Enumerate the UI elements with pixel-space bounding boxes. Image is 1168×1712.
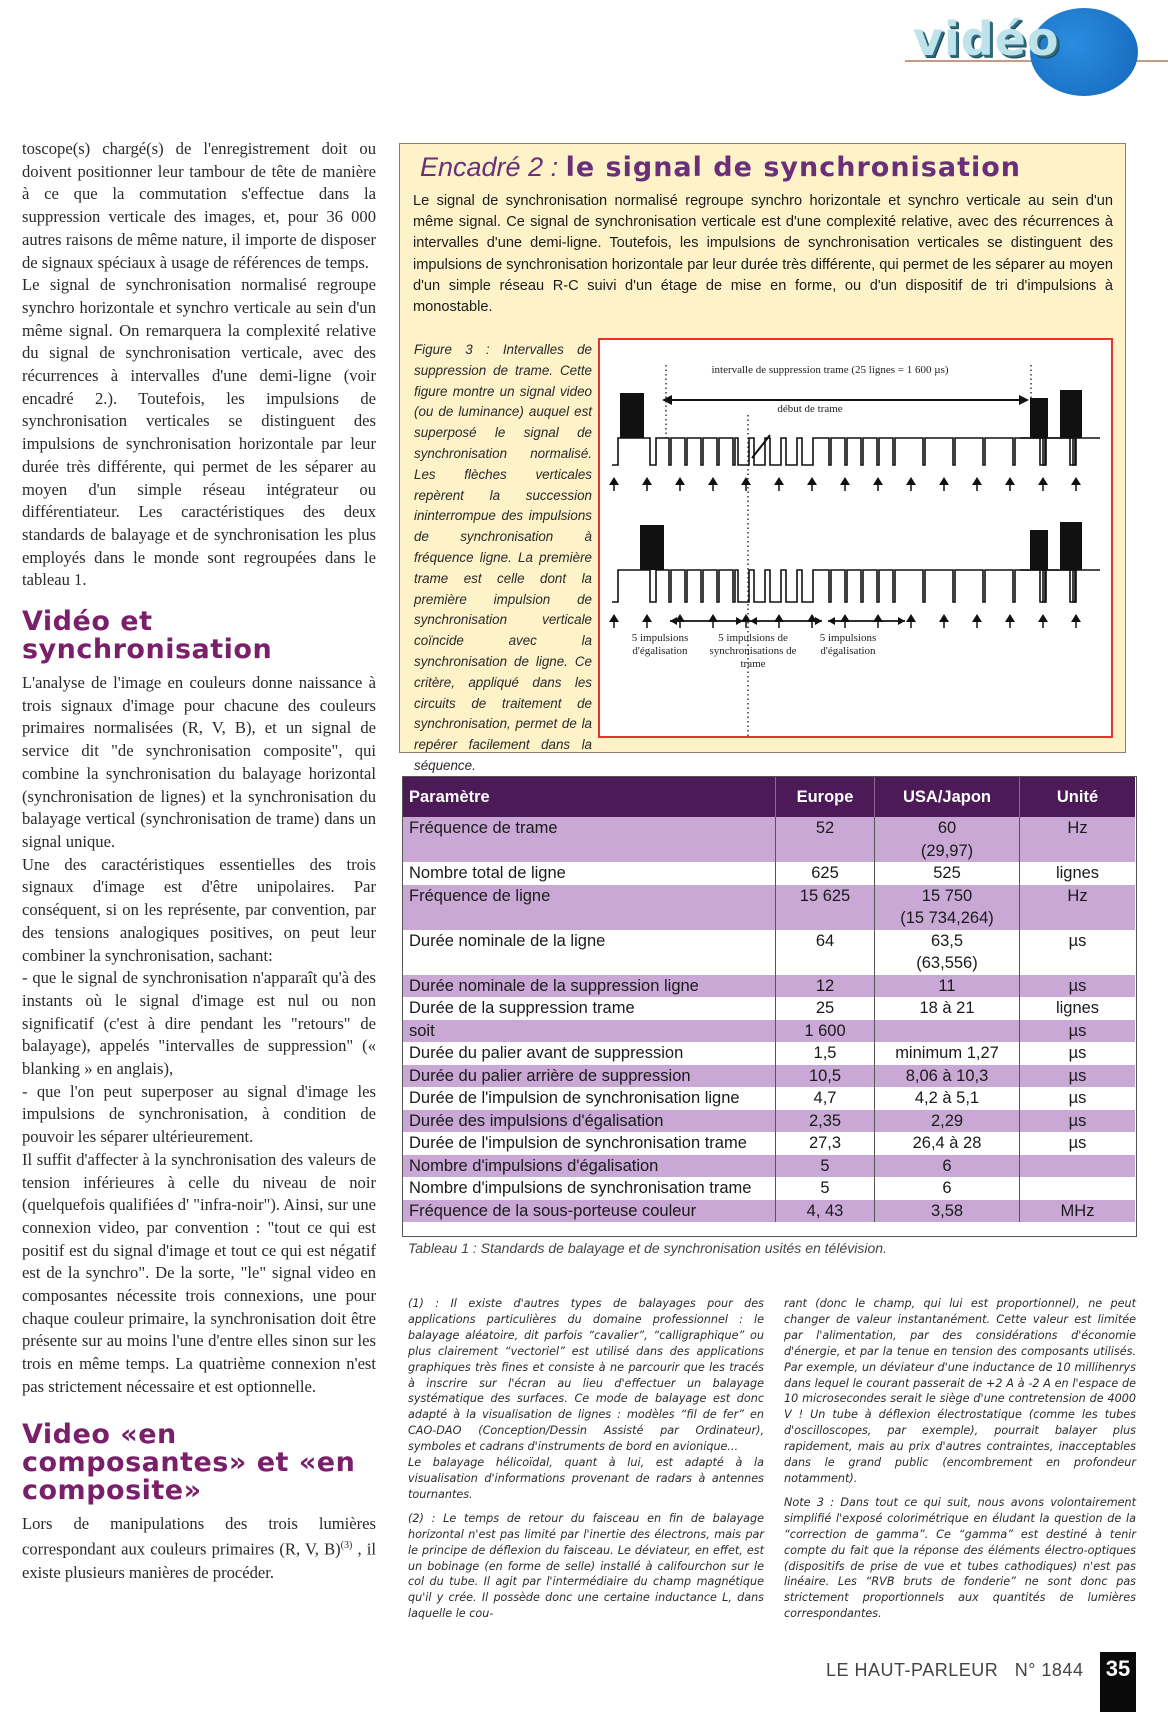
left-column xyxy=(22,138,376,1584)
page-number: 35 xyxy=(1100,1652,1136,1712)
column-header-parametre: Paramètre xyxy=(403,777,776,817)
bracket-label-frame-sync: 5 impulsions de synchronisations de trame xyxy=(709,632,797,670)
table-cell-parametre: Nombre d'impulsions d'égalisation xyxy=(403,1155,776,1178)
bracket-arrow-head xyxy=(815,617,822,625)
table-cell-parametre: Durée nominale de la ligne xyxy=(403,930,776,953)
table-row xyxy=(403,885,1135,908)
bracket-arrow-head xyxy=(670,617,677,625)
table-cell-empty xyxy=(776,840,875,863)
table-cell-parametre: Durée nominale de la suppression ligne xyxy=(403,975,776,998)
footnotes-left xyxy=(408,1296,764,1630)
footnote-2: (2) : Le temps de retour du faisceau en fin de balayage horizontal n'est pas limité par l'inertie des électrons, mais par le principe de déflexion du faisceau. Le déviateur, en effet, est un bobinage (en forme de selle) installé à califourchon sur le col du tube. Il agit par l'intermédiaire du champ magnétique qu'il y crée. Il possède donc une certaine inductance L, dans laquelle le cou- xyxy=(408,1511,764,1621)
table-cell-empty xyxy=(1020,840,1136,863)
publication-footer: LE HAUT-PARLEUR N° 1844 xyxy=(826,1660,1084,1680)
table-cell-unite: Hz xyxy=(1020,817,1136,840)
section-label: vidéo xyxy=(913,12,1060,66)
table-header-row xyxy=(403,777,1135,817)
footnote-1: (1) : Il existe d'autres types de balayages pour des applications particulières du domaine professionnel : le balayage aléatoire, dit parfois “cavalier”, “calligraphique” ou plus clairement “vectoriel” est utilisé dans des applications graphiques très fines et consiste à ne parcourir que les tracés à inscrire sur l'écran au lieu d'effectuer un balayage systématique des surfaces. Ce mode de balayage est donc adapté à la visualisation de lignes : modèles “fil de fer” en CAO-DAO (Conception/Dessin Assisté par Ordinateur), symboles et cadrans d'instruments de bord en avionique... xyxy=(408,1297,764,1454)
table-row xyxy=(403,840,1135,863)
paragraph-text: , il existe plusieurs manières de procéder. xyxy=(22,1539,376,1582)
table-cell-parametre: Nombre d'impulsions de synchronisation trame xyxy=(403,1177,776,1200)
table-row xyxy=(403,862,1135,885)
waveform-second-field xyxy=(612,570,1075,602)
table-cell-parametre: Durée des impulsions d'égalisation xyxy=(403,1110,776,1133)
footnotes-right xyxy=(784,1296,1136,1630)
table-cell-europe: 52 xyxy=(776,817,875,840)
body-paragraph: Le signal de synchronisation normalisé regroupe synchro horizontale et synchro verticale au sein d'un même signal. On remarquera la complexité relative du signal de synchronisation verticale, avec des récurrences à intervalles d'une demi-ligne (voir encadré 2.). Toutefois, les impulsions de synchronisation verticales se distinguent des impulsions de synchronisation horizontale par leur durée très différente, qui permet de les séparer au moyen d'un simple réseau intégrateur ou différentiateur. Les caractéristiques des deux standards de balayage et de synchronisation les plus employés dans le monde sont regroupées dans le tableau 1. xyxy=(22,275,376,590)
bracket-label-equalization-1: 5 impulsions d'égalisation xyxy=(631,632,689,657)
table-cell-unite: µs xyxy=(1020,1042,1136,1065)
table-row xyxy=(403,1042,1135,1065)
table-cell-europe: 4, 43 xyxy=(776,1200,875,1223)
video-burst xyxy=(1030,398,1048,438)
section-heading-video-sync: Vidéo et synchronisation xyxy=(22,606,273,666)
table-cell-unite: µs xyxy=(1020,930,1136,953)
table-cell-parametre: soit xyxy=(403,1020,776,1043)
footnote-ref: (3) xyxy=(340,1540,353,1552)
paragraph-text: Lors de manipulations des trois lumières correspondant aux couleurs primaires (R, V, B) xyxy=(22,1513,376,1559)
footnote-3: Note 3 : Dans tout ce qui suit, nous avons volontairement simplifié l'exposé colorimétrique en éludant la question de la “correction de gamma”. Ce “gamma” est destiné à tenir compte du fait que la réponse des éléments électro-optiques (dispositifs de prise de vue et tubes cathodiques) n'est pas linéaire. Les “RVB bruts de fonderie” ne sont donc pas strictement proportionnels aux quantités de lumières correspondantes. xyxy=(784,1495,1136,1621)
table-cell-usa-japon: 63,5 xyxy=(875,930,1020,953)
table-caption: Tableau 1 : Standards de balayage et de synchronisation usités en télévision. xyxy=(408,1240,887,1256)
table-cell-europe: 5 xyxy=(776,1155,875,1178)
table-row xyxy=(403,1087,1135,1110)
table-row xyxy=(403,1177,1135,1200)
body-paragraph: - que le signal de synchronisation n'apparaît qu'à des instants où le signal d'image est nul ou non significatif (c'est à dire pendant les "retours" de balayage), appelés "intervalles de suppression" (« blanking » en anglais), xyxy=(22,968,376,1079)
interval-label: intervalle de suppression trame (25 lignes = 1 600 µs) xyxy=(711,364,949,376)
video-burst xyxy=(640,525,664,570)
table-cell-usa-japon: 60 xyxy=(875,817,1020,840)
table-cell-europe: 27,3 xyxy=(776,1132,875,1155)
table-cell-usa-japon: minimum 1,27 xyxy=(875,1042,1020,1065)
table-cell-unite: Hz xyxy=(1020,885,1136,908)
table-cell-europe: 5 xyxy=(776,1177,875,1200)
bracket-arrow-head xyxy=(736,617,743,625)
table-cell-europe: 1 600 xyxy=(776,1020,875,1043)
body-paragraph: Une des caractéristiques essentielles des trois signaux d'image est d'être unipolaires. Par conséquent, si on les représente, par convention, par des tensions analogiques positives, on peut leur combiner la synchronisation, sachant: xyxy=(22,854,376,965)
video-burst xyxy=(1060,522,1082,570)
table-cell-unite: µs xyxy=(1020,1132,1136,1155)
bracket-arrow-head xyxy=(898,617,905,625)
waveform-tail xyxy=(1020,438,1100,465)
table-cell-europe: 15 625 xyxy=(776,885,875,908)
body-paragraph xyxy=(22,1513,376,1585)
table-cell-empty xyxy=(1020,952,1136,975)
section-logo xyxy=(905,8,1168,88)
table-row xyxy=(403,1200,1135,1223)
figure-caption: Figure 3 : Intervalles de suppression de trame. Cette figure montre un signal video (ou de luminance) auquel est superposé le signal de synchronisation normalisé. Les flèches verticales repèrent la succession ininterrompue des impulsions de synchronisation à fréquence ligne. La première trame est celle dont la première impulsion de synchronisation verticale coïncide avec la synchronisation de ligne. Ce critère, appliqué dans les circuits de traitement de synchronisation, permet de la repérer facilement dans la séquence. xyxy=(414,342,592,773)
body-paragraph: L'analyse de l'image en couleurs donne naissance à trois signaux d'image pour chacune des couleurs primaires normalisées (R, V, B), et un signal de service dit "de synchronisation composite", qui combine la synchronisation du balayage horizontal (synchronisation de lignes) et la synchronisation du balayage vertical (synchronisation de trame) dans un signal unique. xyxy=(22,673,376,851)
table-cell-unite: µs xyxy=(1020,1020,1136,1043)
bracket-arrow-head xyxy=(750,617,757,625)
sidebar-box xyxy=(399,143,1126,773)
table-row xyxy=(403,952,1135,975)
sync-signal-figure xyxy=(598,338,1113,738)
footnote-2-continued: rant (donc le champ, qui lui est proportionnel), ne peut changer de valeur instantanément. Cette valeur est limitée par l'alimentation, par des considérations d'économie d'énergie, et par la tenue en tension des composants utilisés. Par exemple, un déviateur d'une inductance de 10 millihenrys dans lequel le courant passerait de +2 A à -2 A en l'espace de 10 microsecondes serait le siège d'une contretension de 4000 V ! Un tube à déflexion électrostatique (comme les tubes d'oscilloscopes, par exemple), pourrait balayer plus rapidement, mais au prix d'autres contraintes, inacceptables dans le grand public (encombrement en profondeur notamment). xyxy=(784,1297,1136,1485)
table-cell-usa-japon: 4,2 à 5,1 xyxy=(875,1087,1020,1110)
table-cell-parametre: Fréquence de la sous-porteuse couleur xyxy=(403,1200,776,1223)
table-cell-europe: 2,35 xyxy=(776,1110,875,1133)
waveform-tail xyxy=(1020,570,1100,602)
standards-table xyxy=(403,777,1135,1222)
box-title-main: le signal de synchronisation xyxy=(565,152,1022,183)
table-cell-usa-japon: 3,58 xyxy=(875,1200,1020,1223)
table-cell-europe: 25 xyxy=(776,997,875,1020)
table-cell-usa-japon-exact: (15 734,264) xyxy=(875,907,1020,930)
table-cell-unite: µs xyxy=(1020,1087,1136,1110)
table-cell-usa-japon: 525 xyxy=(875,862,1020,885)
video-burst xyxy=(620,393,644,438)
table-row xyxy=(403,1020,1135,1043)
table-cell-usa-japon-exact: (63,556) xyxy=(875,952,1020,975)
table-cell-parametre: Durée de l'impulsion de synchronisation trame xyxy=(403,1132,776,1155)
table-cell-parametre: Durée du palier arrière de suppression xyxy=(403,1065,776,1088)
table-cell-empty xyxy=(1020,907,1136,930)
table-cell-usa-japon: 11 xyxy=(875,975,1020,998)
table-cell-usa-japon: 15 750 xyxy=(875,885,1020,908)
table-row xyxy=(403,1132,1135,1155)
table-cell-unite: lignes xyxy=(1020,997,1136,1020)
table-cell-europe: 625 xyxy=(776,862,875,885)
arrow-head-left xyxy=(662,395,672,405)
table-row xyxy=(403,997,1135,1020)
table-cell-europe: 4,7 xyxy=(776,1087,875,1110)
table-cell-unite: µs xyxy=(1020,1065,1136,1088)
column-header-unite: Unité xyxy=(1020,777,1136,817)
table-cell-empty xyxy=(403,952,776,975)
table-cell-europe: 12 xyxy=(776,975,875,998)
table-cell-parametre: Fréquence de trame xyxy=(403,817,776,840)
table-cell-usa-japon: 18 à 21 xyxy=(875,997,1020,1020)
table-cell-unite: µs xyxy=(1020,975,1136,998)
table-row xyxy=(403,1065,1135,1088)
table-cell-europe: 10,5 xyxy=(776,1065,875,1088)
table-cell-usa-japon xyxy=(875,1020,1020,1043)
table-cell-parametre: Durée de l'impulsion de synchronisation ligne xyxy=(403,1087,776,1110)
table-cell-empty xyxy=(776,952,875,975)
footnote-1b: Le balayage hélicoïdal, quant à lui, est adapté à la visualisation d'informations provenant de radars à antennes tournantes. xyxy=(408,1456,764,1501)
table-cell-unite xyxy=(1020,1177,1136,1200)
table-row xyxy=(403,817,1135,840)
table-cell-usa-japon-exact: (29,97) xyxy=(875,840,1020,863)
box-title xyxy=(420,152,1021,183)
table-cell-parametre: Durée de la suppression trame xyxy=(403,997,776,1020)
column-header-europe: Europe xyxy=(776,777,875,817)
frame-start-label: début de trame xyxy=(777,403,843,415)
arrow-head-right xyxy=(1019,395,1029,405)
bracket-label-equalization-2: 5 impulsions d'égalisation xyxy=(819,632,877,657)
bracket-arrow-head xyxy=(828,617,835,625)
table-cell-empty xyxy=(403,907,776,930)
table-cell-unite xyxy=(1020,1155,1136,1178)
table-cell-unite: MHz xyxy=(1020,1200,1136,1223)
box-body: Le signal de synchronisation normalisé regroupe synchro horizontale et synchro verticale au sein d'un même signal. Ce signal de synchronisation verticale est d'une complexité relative, avec des récurrences à intervalles d'une demi-ligne. Toutefois, les impulsions de synchronisation verticales se distinguent des impulsions de synchronisation horizontale par leur durée très différente, qui permet de les séparer au moyen d'un simple réseau R-C suivi d'un étage de mise en forme, ou d'un dispositif de tri d'impulsions à monostable. xyxy=(413,193,1113,316)
table-cell-unite: µs xyxy=(1020,1110,1136,1133)
table-cell-parametre: Durée du palier avant de suppression xyxy=(403,1042,776,1065)
table-cell-unite: lignes xyxy=(1020,862,1136,885)
table-row xyxy=(403,1110,1135,1133)
table-row xyxy=(403,930,1135,953)
table-cell-parametre: Fréquence de ligne xyxy=(403,885,776,908)
table-row xyxy=(403,975,1135,998)
column-header-usa-japon: USA/Japon xyxy=(875,777,1020,817)
body-paragraph: - que l'on peut superposer au signal d'image les impulsions de synchronisation, à condition de pouvoir les séparer ultérieurement. xyxy=(22,1081,376,1147)
video-burst xyxy=(1060,390,1082,438)
table-row xyxy=(403,1155,1135,1178)
section-heading-composantes: Video «en composantes» et «en composite» xyxy=(22,1418,356,1506)
waveform-first-field xyxy=(612,438,1075,465)
table-cell-europe: 1,5 xyxy=(776,1042,875,1065)
sync-waveform-diagram xyxy=(600,340,1111,736)
table-cell-europe: 64 xyxy=(776,930,875,953)
body-paragraph: toscope(s) chargé(s) de l'enregistrement doit ou doivent positionner leur tambour de tête de manière à ce que la commutation s'effectue dans la suppression verticale des images, et, pour 36 000 autres raisons de même nature, il importe de disposer de signaux spéciaux à usage de références de temps. xyxy=(22,139,376,272)
table-row xyxy=(403,907,1135,930)
video-burst xyxy=(1030,530,1048,570)
body-paragraph: Il suffit d'affecter à la synchronisation des valeurs de tension inférieures à celle du niveau de noir (quelquefois qualifiées d' "infra-noir"). Ainsi, sur une connexion video, par convention : "tout ce qui est positif est du signal d'image et tout ce qui est négatif est de la synchro". De la sorte, "le" signal video en composantes nécessite trois connexions, une pour chaque couleur primaire, la synchronisation doit être présente sur au moins l'une d'entre elles sinon sur les trois en même temps. La quatrième connexion n'est pas strictement nécessaire et est optionnelle. xyxy=(22,1149,376,1396)
table-cell-usa-japon: 6 xyxy=(875,1177,1020,1200)
table-cell-empty xyxy=(776,907,875,930)
table-cell-parametre: Nombre total de ligne xyxy=(403,862,776,885)
box-title-prefix: Encadré 2 : xyxy=(420,152,566,182)
table-cell-usa-japon: 2,29 xyxy=(875,1110,1020,1133)
table-cell-empty xyxy=(403,840,776,863)
table-cell-usa-japon: 6 xyxy=(875,1155,1020,1178)
table-cell-usa-japon: 8,06 à 10,3 xyxy=(875,1065,1020,1088)
table-cell-usa-japon: 26,4 à 28 xyxy=(875,1132,1020,1155)
